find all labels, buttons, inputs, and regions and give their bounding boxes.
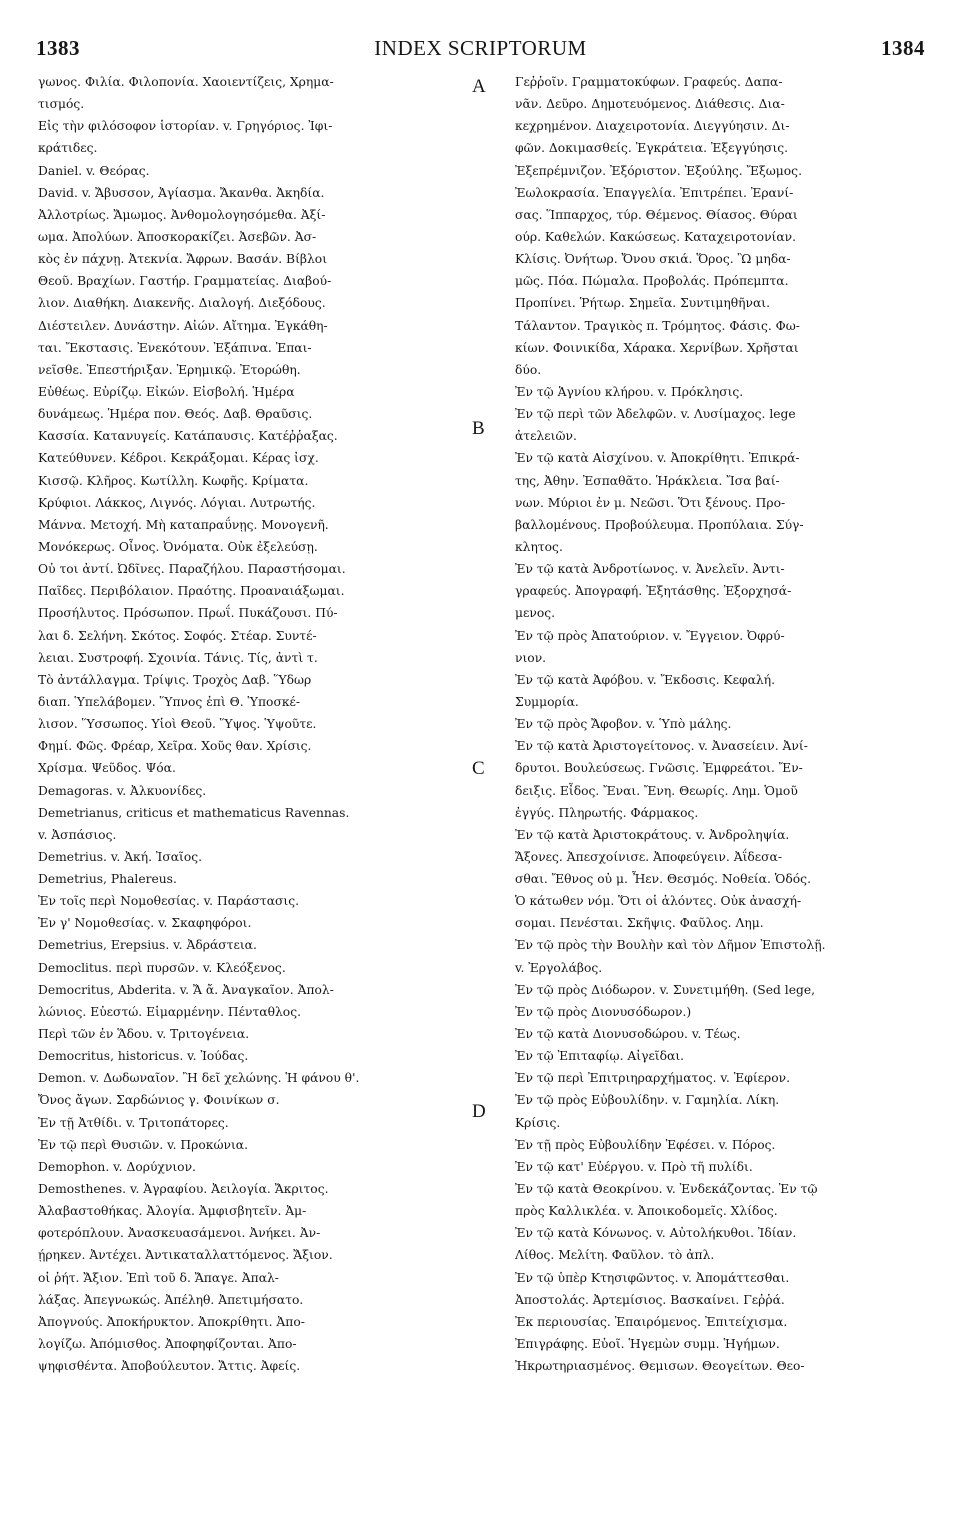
index-line: γωνος. Φιλία. Φιλοπονία. Χαοιεντίζεις, Χρημα- [38,75,334,89]
section-marker-a: A [472,76,486,97]
index-line: Ἀπογνούς. Ἀποκήρυκτον. Ἀποκρίθητι. Ἀπο- [38,1314,305,1329]
index-line: Ἐν τῷ κατὰ Ἀφόβου. v. Ἔκδοσις. Κεφαλή. [515,672,775,687]
index-line: Ἐν τῷ πρὸς Διονυσόδωρον.) [515,1004,692,1019]
index-line: λειαι. Συστροφή. Σχοινία. Τάνις. Τίς, ἀντὶ τ. [38,650,318,665]
index-line: Demetrius, Phalereus. [38,872,177,887]
index-line: ἐγγύς. Πληρωτής. Φάρμακος. [515,805,699,820]
index-line: Ἐν τῷ πρὸς Ἄφοβον. v. Ὑπὸ μάλης. [515,717,732,732]
index-line: Ἐν τῷ πρὸς τὴν Βουλὴν καὶ τὸν Δῆμον Ἐπιστολῇ. [515,938,826,953]
index-line: νεῖσθε. Ἐπεστήριξαν. Ἐρημικῷ. Ἐτορώθη. [38,362,301,377]
index-line: Ἐπιγράφης. Εὐοῖ. Ἡγεμὼν συμμ. Ἡγήμων. [515,1337,780,1352]
index-line: Demetrianus, criticus et mathematicus Ravennas. [38,805,350,820]
index-line: Εὐθέως. Εὐρίζῳ. Εἰκών. Εἰσβολή. Ἡμέρα [38,384,295,399]
index-line: Democritus, Abderita. v. Ἄ ἄ. Ἀναγκαῖον. Ἀπολ- [38,982,334,997]
index-line: Ἐν τῷ ὑπὲρ Κτησιφῶντος. v. Ἀπομάττεσθαι. [515,1270,790,1285]
index-line: Ἐν τῷ Ἁγνίου κλήρου. v. Πρόκλησις. [515,384,744,399]
page-number-right: 1384 [881,36,925,60]
index-line: Ἐν τῷ κατὰ Ἀνδροτίωνος. v. Ἀνελεῖν. Ἀντι- [515,562,785,577]
index-line: Ἐκ περιουσίας. Ἐπαιρόμενος. Ἐπιτείχισμα. [515,1314,788,1329]
page-number-left: 1383 [36,36,80,60]
index-line: Ἄξονες. Ἀπεσχοίνισε. Ἀποφεύγειν. Ἀΐδεσα- [515,849,783,864]
index-line: Παῖδες. Περιβόλαιον. Πραότης. Προαναιάξωμαι. [38,584,345,599]
index-line: Προπίνει. Ῥήτωρ. Σημεῖα. Συντιμηθῆναι. [515,296,770,311]
index-line: Διέστειλεν. Δυνάστην. Αἰών. Αἴτημα. Ἐγκάθη- [38,318,328,333]
index-line: Τάλαντον. Τραγικὸς π. Τρόμητος. Φάσις. Φω- [515,318,800,333]
index-line: Κλίσις. Ὀνήτωρ. Ὄνου σκιά. Ὅρος. Ὢ μηδα- [515,252,791,267]
index-line: Ἐν τῷ περὶ Θυσιῶν. v. Προκώνια. [38,1137,249,1152]
index-line: κεχρημένον. Διαχειροτονία. Διεγγύησιν. Δι- [515,119,790,134]
index-line: Ἐν τοῖς περὶ Νομοθεσίας. v. Παράστασις. [38,894,300,909]
index-line: φοτερόπλουν. Ἀνασκευασάμενοι. Ἀνήκει. Ἀν- [38,1226,321,1241]
index-line: Democlitus. περὶ πυρσῶν. v. Κλεόξενος. [38,960,286,975]
index-line: δρυτοι. Βουλεύσεως. Γνῶσις. Ἐμφρεάτοι. Ἔν- [515,761,803,776]
index-line: λάξας. Ἀπεγνωκώς. Ἀπέληθ. Ἀπετιμήσατο. [38,1292,304,1307]
index-line: λιον. Διαθήκη. Διακενῆς. Διαλογή. Διεξόδους. [38,296,326,311]
index-line: οἱ ῥήτ. Ἄξιον. Ἐπὶ τοῦ δ. Ἄπαγε. Ἀπαλ- [38,1270,279,1285]
index-line: Κρύφιοι. Λάκκος, Λιγνός. Λόγιαι. Λυτρωτής. [38,495,316,510]
index-line: μῶς. Πόα. Πώμαλα. Προβολάς. Πρόπεμπτα. [515,274,789,289]
index-line: Ἐν τῇ πρὸς Εὐβουλίδην Ἐφέσει. v. Πόρος. [515,1137,776,1152]
index-line: Κισσῷ. Κλῆρος. Κωτίλλη. Κωφῆς. Κρίματα. [38,473,309,488]
index-line: Οὐ τοι ἀντί. Ὠδῖνες. Παραζήλου. Παραστήσομαι. [38,562,346,577]
index-line: Μονόκερως. Οἶνος. Ὀνόματα. Οὐκ ἐξελεύσῃ. [38,539,318,554]
right-column [515,71,925,1377]
index-line: Κρίσις. [515,1115,561,1130]
index-line: Demetrius, Erepsius. v. Ἀδράστεια. [38,938,257,953]
index-line: ῄρηκεν. Ἀντέχει. Ἀντικαταλλαττόμενος. Ἄξιον. [38,1248,333,1263]
index-line: Ἐν τῷ κατὰ Κόνωνος. v. Αὐτολήκυθοι. Ἰδίαν. [515,1226,797,1241]
index-line: Ὁ κάτωθεν νόμ. Ὅτι οἱ ἁλόντες. Οὐκ ἀνασχή- [515,894,802,909]
index-line: Ἐν γ' Νομοθεσίας. v. Σκαφηφόροι. [38,916,252,931]
index-line: Ἐν τῷ Ἐπιταφίῳ. Αἰγεῖδαι. [515,1049,685,1064]
index-line: Demetrius. v. Ἀκή. Ἰσαῖος. [38,849,203,864]
index-line: Ἀποστολάς. Ἀρτεμίσιος. Βασκαίνει. Γεῤῥά. [515,1292,785,1307]
index-line: Εἰς τὴν φιλόσοφον ἱστορίαν. v. Γρηγόριος. Ἰφι- [38,119,333,134]
index-line: Ἐν τῷ κατὰ Θεοκρίνου. v. Ἐνδεκάζοντας. Ἐν τῷ [515,1182,818,1197]
index-line: Τὸ ἀντάλλαγμα. Τρίψις. Τροχὸς Δαβ. Ὕδωρ [38,672,312,687]
index-line: Demagoras. v. Ἀλκυονίδες. [38,783,207,798]
index-line: Demophon. v. Δορύχνιον. [38,1159,196,1174]
index-line: κλητος. [515,539,563,554]
index-line: David. v. Ἄβυσσον, Ἀγίασμα. Ἄκανθα. Ἀκηδία. [38,185,325,200]
index-line: Κατεύθυνεν. Κέδροι. Κεκράξομαι. Κέρας ἰσχ. [38,451,319,466]
index-line: Ἐν τῷ πρὸς Διόδωρον. v. Συνετιμήθη. (Sed lege, [515,982,816,997]
index-line: Ἀλαβαστοθήκας. Ἀλογία. Ἀμφισβητεῖν. Ἀμ- [38,1204,307,1219]
index-line: λισον. Ὕσσωπος. Υἱοὶ Θεοῦ. Ὕψος. Ὑψοῦτε. [38,717,317,732]
index-line: Ἐν τῷ κατὰ Διονυσοδώρου. v. Τέως. [515,1027,741,1042]
index-line: Ἐν τῷ περὶ Ἐπιτριηραρχήματος. v. Ἐφίερον. [515,1071,791,1086]
index-line: Ἐν τῷ περὶ τῶν Ἀδελφῶν. v. Λυσίμαχος. lege [515,407,796,422]
index-line: Λίθος. Μελίτη. Φαῦλον. τὸ ἀπλ. [515,1248,715,1263]
left-column [38,71,484,1377]
index-line: τισμός. [38,97,85,112]
index-line: Μάννα. Μετοχή. Μὴ καταπραΰνῃς. Μονογενῆ. [38,517,329,532]
index-line: κὸς ἐν πάχνῃ. Ἀτεκνία. Ἄφρων. Βασάν. Βίβλοι [38,252,328,267]
index-line: Κασσία. Κατανυγείς. Κατάπαυσις. Κατέῤῥαξας. [38,429,338,444]
index-line: λώνιος. Εὐεστώ. Εἱμαρμένην. Πένταθλος. [38,1004,301,1019]
index-line: Demosthenes. v. Ἀγραφίου. Ἀειλογία. Ἄκριτος. [38,1182,329,1197]
index-line: Ὄνος ἄγων. Σαρδώνιος γ. Φοινίκων σ. [38,1093,280,1108]
index-line: Θεοῦ. Βραχίων. Γαστήρ. Γραμματείας. Διαβού- [38,274,332,289]
index-line: Χρίσμα. Ψεῦδος. Ψόα. [38,761,176,776]
index-line: v. Ἐργολάβος. [515,960,603,975]
index-line: Ἐν τῷ κατὰ Ἀριστοκράτους. v. Ἀνδροληψία. [515,827,790,842]
index-line: κίων. Φοινικίδα, Χάρακα. Χερνίβων. Χρῆσται [515,340,799,355]
index-line: Ἐν τῇ Ἀτθίδι. v. Τριτοπάτορες. [38,1115,229,1130]
index-line: λογίζω. Ἀπόμισθος. Ἀποφηφίζονται. Ἀπο- [38,1337,297,1352]
index-line: Ἐξεπρέμνιζον. Ἐξόριστον. Ἐξούλης. Ἔξωμος. [515,163,802,178]
index-line: μενος. [515,606,556,621]
index-line: δυνάμεως. Ἡμέρα πον. Θεός. Δαβ. Θραῦσις. [38,407,313,422]
index-line: σας. Ἵππαρχος, τύρ. Θέμενος. Θίασος. Θύραι [515,207,798,222]
index-line: γραφεύς. Ἀπογραφή. Ἐξητάσθης. Ἐξορχησά- [515,584,792,599]
index-line: ούρ. Καθελών. Κακώσεως. Καταχειροτονίαν. [515,229,797,244]
index-line: ψηφισθέντα. Ἀποβούλευτον. Ἄττις. Ἀφείς. [38,1359,301,1374]
index-line: δειξις. Εἶδος. Ἔναι. Ἔνη. Θεωρίς. Λημ. Ὁμοῦ [515,783,798,798]
index-line: v. Ἀσπάσιος. [38,827,117,842]
index-line: Ἐν τῷ κατὰ Ἀριστογείτονος. v. Ἀνασείειν. Ἀνί- [515,739,808,754]
index-line: Ἠκρωτηριασμένος. Θεμισων. Θεογείτων. Θεο- [515,1359,805,1374]
index-line: σομαι. Πενέσται. Σκῆψις. Φαῦλος. Λημ. [515,916,764,931]
index-line: Democritus, historicus. v. Ἰούδας. [38,1049,249,1064]
section-marker-b: B [472,418,485,439]
index-line: Συμμορία. [515,694,579,709]
index-line: Ἀλλοτρίως. Ἄμωμος. Ἀνθομολογησόμεθα. Ἀξί- [38,207,326,222]
index-line: φῶν. Δοκιμασθείς. Ἐγκράτεια. Ἐξεγγύησις. [515,141,789,156]
index-line: κράτιδες. [38,141,98,156]
index-line: Demon. v. Δωδωναῖον. Ἢ δεῖ χελώνης. Ἡ φάνου θ'. [38,1071,360,1086]
index-line: σθαι. Ἔθνος οὐ μ. Ἦεν. Θεσμός. Νοθεία. Ὁδός. [515,872,811,887]
index-line: νιον. [515,650,547,665]
index-line: Γεῤῥοῖν. Γραμματοκύφων. Γραφεύς. Δαπα- [515,75,783,89]
index-line: ται. Ἔκστασις. Ἐνεκότουν. Ἐξάπινα. Ἐπαι- [38,340,312,355]
index-line: διαπ. Ὑπελάβομεν. Ὕπνος ἐπὶ Θ. Ὑποσκέ- [38,694,301,709]
running-header [36,36,925,62]
page-title: INDEX SCRIPTORUM [374,36,587,60]
index-line: νων. Μύριοι ἐν μ. Νεῶσι. Ὅτι ξένους. Προ- [515,495,786,510]
index-line: Φημί. Φῶς. Φρέαρ, Χεῖρα. Χοῦς θαν. Χρίσις. [38,739,312,754]
index-line: Προσήλυτος. Πρόσωπον. Πρωΐ. Πυκάζουσι. Πύ- [38,606,338,621]
index-line: Ἐν τῷ πρὸς Ἀπατούριον. v. Ἔγγειον. Ὀφρύ- [515,628,785,643]
index-line: Ἐν τῷ κατὰ Αἰσχίνου. v. Ἀποκρίθητι. Ἐπικρά- [515,451,800,466]
index-line: Ἐν τῷ πρὸς Εὐβουλίδην. v. Γαμηλία. Λίκη. [515,1093,780,1108]
section-marker-d: D [472,1101,486,1122]
index-line: βαλλομένους. Προβούλευμα. Προπύλαια. Σύγ- [515,517,804,532]
section-marker-c: C [472,758,485,779]
index-line: λαι δ. Σελήνη. Σκότος. Σοφός. Στέαρ. Συντέ- [38,628,317,643]
index-line: Ἐωλοκρασία. Ἐπαγγελία. Ἐπιτρέπει. Ἐρανί- [515,185,794,200]
index-line: της, Ἀθην. Ἐσπαθᾶτο. Ἡράκλεια. Ἴσα βαί- [515,473,780,488]
index-line: Περὶ τῶν ἐν Ἅδου. v. Τριτογένεια. [38,1027,250,1042]
index-line: πρὸς Καλλικλέα. v. Ἀποικοδομεῖς. Χλίδος. [515,1204,778,1219]
index-line: νᾶν. Δεῦρο. Δημοτευόμενος. Διάθεσις. Δια- [515,97,785,112]
index-line: ἀτελειῶν. [515,429,577,444]
index-line: ωμα. Ἀπολύων. Ἀποσκορακίζει. Ἀσεβῶν. Ἀσ- [38,229,317,244]
index-line: Daniel. v. Θεόρας. [38,163,150,178]
index-line: δύο. [515,362,542,377]
index-line: Ἐν τῷ κατ' Εὐέργου. v. Πρὸ τῆ πυλίδι. [515,1159,753,1174]
